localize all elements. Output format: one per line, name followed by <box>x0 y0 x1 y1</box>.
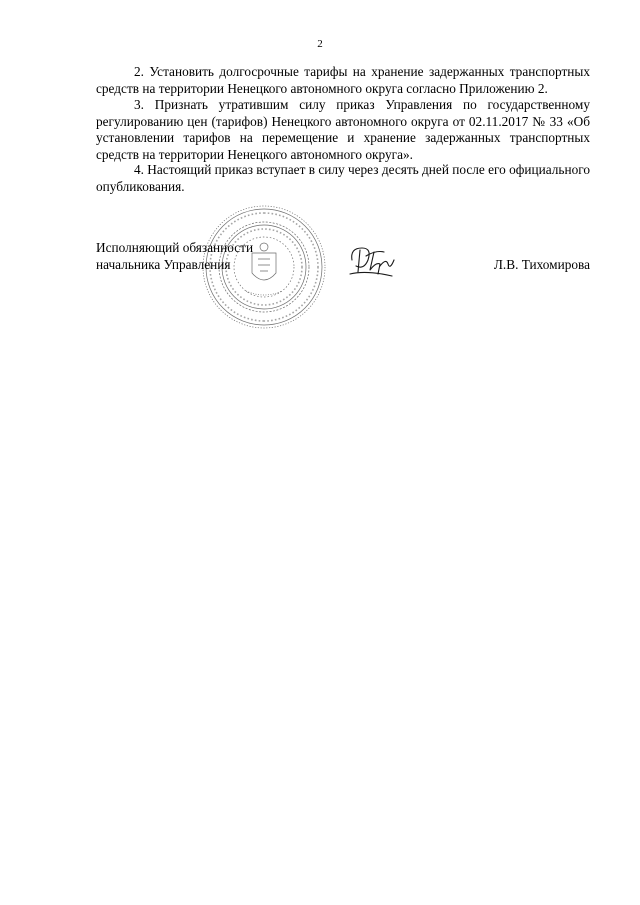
signatory-position-line1: Исполняющий обязанности <box>96 240 254 255</box>
paragraph-4: 4. Настоящий приказ вступает в силу через десять дней после его официального опубликования. <box>96 162 590 194</box>
paragraph-3: 3. Признать утратившим силу приказ Управления по государственному регулированию цен (тарифов) Ненецкого автономного округа от 02.11.2017 № 33 «Об установлении тарифов на перемещение и хранение задержанных транспортных средств на территории Ненецкого автономного округа». <box>96 97 590 162</box>
page-number: 2 <box>317 38 323 50</box>
signatory-position-line2: начальника Управления <box>96 257 231 272</box>
signatory-name: Л.В. Тихомирова <box>493 257 590 272</box>
handwritten-signature <box>346 240 398 282</box>
paragraph-2: 2. Установить долгосрочные тарифы на хранение задержанных транспортных средств на территории Ненецкого автономного округа согласно Приложению 2. <box>96 64 590 96</box>
